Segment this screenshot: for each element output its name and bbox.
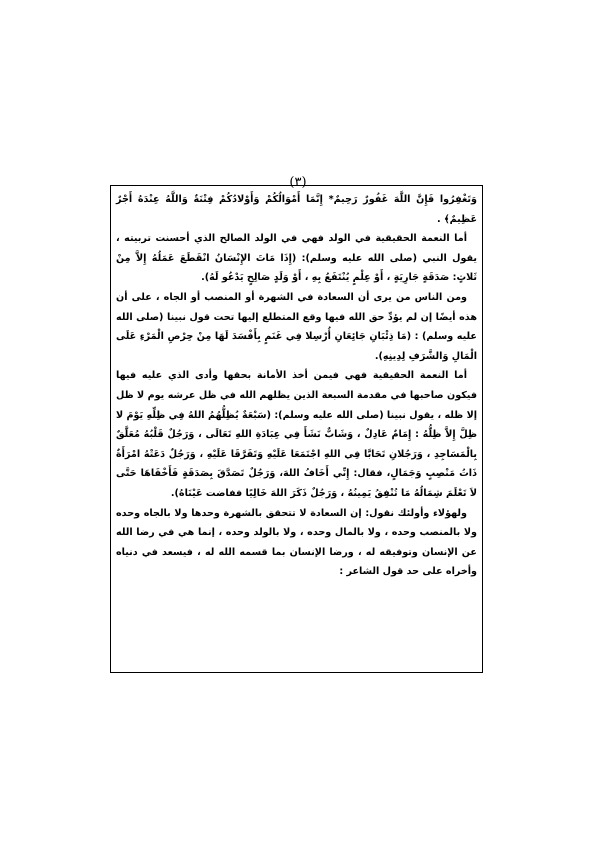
body-text [116, 190, 477, 582]
paragraph-righteous-child: أما النعمة الحقيقية في الولد فهي في الولد الصالح الذي أحسنت تربيته ، يقول النبي (صلى الله عليه وسلم): (إِذَا مَاتَ الإِنْسَانُ انْقَطَعَ عَمَلُهُ إِلاَّ مِنْ ثَلاثٍ: صَدَقَةٍ جَارِيَةٍ ، أَوْ عِلْمٍ يُنْتَفَعُ بِهِ ، أَوْ وَلَدٍ صَالِحٍ يَدْعُو لَهُ). [116, 233, 477, 284]
paragraph-fame-position: ومن الناس من يرى أن السعادة في الشهرة أو المنصب أو الجاه ، على أن هذه أيضًا إن لم يؤدِّ حق الله فيها وقع المتطلع إليها تحت قول نبينا (صلى الله عليه وسلم) : (مَا ذِئْبَانِ جَائِعَانِ أُرْسِلا فِي غَنَمٍ بِأَفْسَدَ لَهَا مِنْ حِرْصِ الْمَرْءِ عَلَى الْمَالِ وَالشَّرَفِ لِدِينِهِ). [116, 291, 477, 362]
paragraph-seven-shaded: أما النعمة الحقيقية فهي فيمن أخذ الأمانة بحقها وأدى الذي عليه فيها فيكون صاحبها في مقدمة السبعة الذين يظلهم الله في ظل عرشه يوم لا ظل إلا ظله ، يقول نبينا (صلى الله عليه وسلم): (سَبْعَةٌ يُظِلُّهُمُ اللهُ فِي ظِلِّهِ يَوْمَ لا ظِلَّ إِلاَّ ظِلُّهُ : إِمَامٌ عَادِلٌ ، وَشَابٌّ نَشَأَ فِي عِبَادَةِ اللهِ تَعَالَى ، وَرَجُلٌ قَلْبُهُ مُعَلَّقٌ بِالْمَسَاجِدِ ، وَرَجُلانِ تَحَابَّا فِي اللهِ اجْتَمَعَا عَلَيْهِ وَتَفَرَّقَا عَلَيْهِ ، وَرَجُلٌ دَعَتْهُ امْرَأَةٌ ذَاتُ مَنْصِبٍ وَجَمَالٍ، فقال: إِنِّي أَخَافُ اللهَ، وَرَجُلٌ تَصَدَّقَ بِصَدَقَةٍ فَأَخْفَاهَا حَتَّى لاَ تَعْلَمَ شِمَالُهُ مَا تُنْفِقُ يَمِينُهُ ، وَرَجُلٌ ذَكَرَ اللهَ خَالِيًا ففاضت عَيْنَاهُ). [116, 370, 477, 499]
paragraph-conclusion: ولهؤلاء وأولئك نقول: إن السعادة لا تتحقق بالشهرة وحدها ولا بالجاه وحده ولا بالمنصب وحده ، ولا بالمال وحده ، ولا بالولد وحده ، إنما هي في رضا الله عن الإنسان وتوفيقه له ، ورضا الإنسان بما قسمه الله له ، فيسعد في دنياه وأخراه على حد قول الشاعر : [116, 507, 477, 578]
page-number: (٣) [289, 175, 307, 190]
text-frame [110, 185, 483, 673]
paragraph-quran-ending: وَتَغْفِرُوا فَإِنَّ اللَّهَ غَفُورٌ رَحِيمٌ* إِنَّمَا أَمْوَالُكُمْ وَأَوْلادُكُمْ فِتْنَةٌ وَاللَّهُ عِنْدَهُ أَجْرٌ عَظِيمٌ﴾ . [116, 194, 477, 225]
